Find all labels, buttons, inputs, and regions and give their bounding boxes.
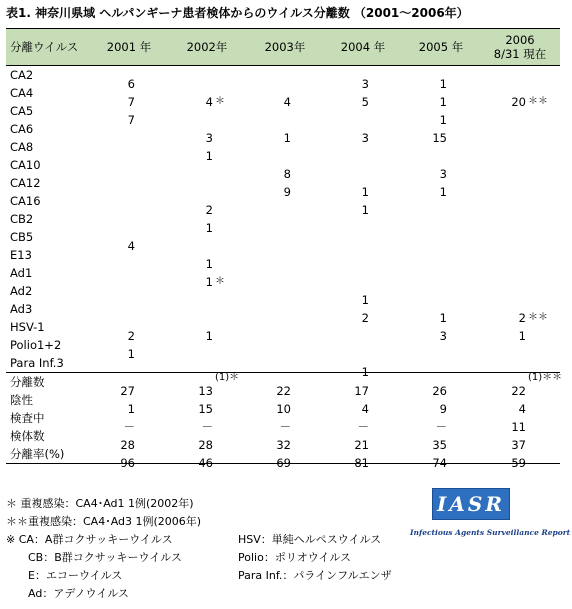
count-cell xyxy=(90,264,168,282)
double-infection-mark: ＊ xyxy=(215,96,225,107)
count-cell xyxy=(402,373,480,398)
iasr-logo xyxy=(410,488,571,546)
legend-e: E：エコーウイルス xyxy=(28,569,123,582)
count-cell xyxy=(246,246,324,264)
count-value: 28 xyxy=(120,438,135,452)
count-cell xyxy=(246,192,324,210)
count-value: 13 xyxy=(198,384,213,398)
count-value: 69 xyxy=(276,456,291,470)
virus-name: CA6 xyxy=(10,122,34,136)
count-value: － xyxy=(201,420,213,434)
double-infection-mark: (1)＊＊ xyxy=(528,372,563,383)
count-value: 1 xyxy=(361,365,369,379)
count-value: － xyxy=(279,420,291,434)
count-cell xyxy=(402,318,480,343)
count-value: 3 xyxy=(361,77,369,91)
count-cell xyxy=(402,282,480,300)
count-cell xyxy=(246,336,324,354)
count-value: 59 xyxy=(511,456,526,470)
virus-name: CA2 xyxy=(10,68,34,82)
count-cell xyxy=(480,427,560,452)
count-value: 81 xyxy=(354,456,369,470)
count-value: 4 xyxy=(205,95,213,109)
count-cell xyxy=(246,120,324,145)
footnote-double-infection-2006: ＊＊重複感染：CA4･Ad3 1例(2006年) xyxy=(6,515,202,528)
count-cell xyxy=(324,391,402,416)
count-cell xyxy=(402,409,480,434)
table-row xyxy=(6,246,560,264)
count-cell xyxy=(480,138,560,156)
count-cell xyxy=(402,246,480,264)
count-cell xyxy=(480,318,560,343)
count-value: 96 xyxy=(120,456,135,470)
table-row xyxy=(6,120,560,138)
iasr-logo-mark: IASR xyxy=(432,488,510,520)
count-cell xyxy=(402,84,480,109)
count-cell xyxy=(402,66,480,91)
count-cell xyxy=(90,282,168,300)
count-value: 5 xyxy=(361,95,369,109)
count-cell xyxy=(480,264,560,282)
virus-name: CA5 xyxy=(10,104,34,118)
header-year-2003: 2003年 xyxy=(246,29,324,66)
count-cell xyxy=(480,192,560,210)
table-row xyxy=(6,300,560,318)
count-cell xyxy=(402,336,480,354)
count-cell xyxy=(246,156,324,181)
count-cell xyxy=(168,264,246,289)
count-value: 11 xyxy=(511,420,526,434)
count-value: 1 xyxy=(127,347,135,361)
count-cell xyxy=(168,445,246,470)
count-cell xyxy=(402,427,480,452)
count-cell xyxy=(90,391,168,416)
count-value: 2 xyxy=(127,329,135,343)
count-cell xyxy=(168,120,246,145)
count-cell xyxy=(324,228,402,246)
count-cell xyxy=(324,282,402,307)
count-cell xyxy=(324,84,402,109)
count-cell xyxy=(90,174,168,192)
virus-name: CA16 xyxy=(10,194,41,208)
count-cell xyxy=(168,336,246,354)
count-value: 27 xyxy=(120,384,135,398)
count-cell xyxy=(90,246,168,264)
summary-row xyxy=(6,409,560,427)
count-value: 6 xyxy=(127,77,135,91)
count-cell xyxy=(246,300,324,318)
header-year-2006-line2: 8/31 現在 xyxy=(493,47,547,61)
count-cell xyxy=(90,354,168,373)
count-cell xyxy=(90,409,168,434)
count-value: 3 xyxy=(361,131,369,145)
count-cell xyxy=(402,228,480,246)
count-cell xyxy=(168,409,246,434)
legend-polio: Polio：ポリオウイルス xyxy=(238,551,352,564)
count-value: － xyxy=(357,420,369,434)
virus-name: CA10 xyxy=(10,158,41,172)
count-cell xyxy=(480,336,560,354)
count-cell xyxy=(168,174,246,192)
count-cell xyxy=(90,102,168,127)
count-cell xyxy=(90,300,168,318)
count-cell xyxy=(168,372,246,398)
count-cell xyxy=(480,246,560,264)
count-cell xyxy=(324,102,402,120)
count-cell xyxy=(168,138,246,163)
count-cell xyxy=(402,264,480,282)
count-value: 1 xyxy=(361,203,369,217)
count-value: 28 xyxy=(198,438,213,452)
count-cell xyxy=(402,174,480,199)
table-row xyxy=(6,336,560,354)
count-cell xyxy=(168,102,246,120)
table-row xyxy=(6,84,560,102)
count-cell xyxy=(90,120,168,138)
count-cell xyxy=(480,102,560,120)
count-value: 1 xyxy=(439,77,447,91)
count-cell xyxy=(90,373,168,398)
legend-hsv: HSV：単純ヘルペスウイルス xyxy=(238,533,382,546)
count-value: 46 xyxy=(198,456,213,470)
count-value: 8 xyxy=(283,167,291,181)
summary-label: 分離率(%) xyxy=(6,445,90,464)
count-value: 15 xyxy=(198,402,213,416)
count-cell xyxy=(480,210,560,228)
count-cell xyxy=(246,391,324,416)
count-cell xyxy=(168,391,246,416)
count-cell xyxy=(480,372,563,398)
count-value: － xyxy=(435,420,447,434)
count-value: 1 xyxy=(439,113,447,127)
count-value: 1 xyxy=(439,311,447,325)
virus-name: CB2 xyxy=(10,212,34,226)
count-cell xyxy=(402,156,480,181)
count-cell xyxy=(402,102,480,127)
count-cell xyxy=(324,264,402,282)
count-cell xyxy=(246,264,324,282)
count-value: 1 xyxy=(283,131,291,145)
legend-para-inf: Para Inf.：パラインフルエンザ xyxy=(238,569,392,582)
count-cell xyxy=(324,120,402,145)
count-cell xyxy=(168,84,246,109)
count-cell xyxy=(480,66,560,85)
virus-name: Para Inf.3 xyxy=(10,356,64,370)
header-row xyxy=(6,29,560,66)
double-infection-mark: (1)＊ xyxy=(215,372,240,383)
count-value: 21 xyxy=(354,438,369,452)
count-value: 1 xyxy=(205,329,213,343)
count-cell xyxy=(402,300,480,325)
count-cell xyxy=(402,192,480,210)
table-row xyxy=(6,354,560,373)
count-cell xyxy=(324,66,402,91)
count-cell xyxy=(90,210,168,228)
table-row xyxy=(6,174,560,192)
count-value: 1 xyxy=(205,149,213,163)
count-value: 74 xyxy=(432,456,447,470)
count-cell xyxy=(480,391,560,416)
count-cell xyxy=(402,138,480,156)
count-cell xyxy=(324,373,402,398)
count-value: 20 xyxy=(511,95,526,109)
table-row xyxy=(6,264,560,282)
virus-name: E13 xyxy=(10,248,32,262)
count-cell xyxy=(480,120,560,138)
count-cell xyxy=(90,427,168,452)
virus-name: HSV-1 xyxy=(10,320,45,334)
count-cell xyxy=(480,228,560,246)
count-value: 10 xyxy=(276,402,291,416)
count-cell xyxy=(246,174,324,199)
count-cell xyxy=(246,282,324,300)
summary-row xyxy=(6,391,560,409)
count-cell xyxy=(246,138,324,156)
count-cell xyxy=(168,210,246,235)
count-cell xyxy=(90,84,168,109)
table-row xyxy=(6,192,560,210)
count-cell xyxy=(246,445,324,470)
table-row xyxy=(6,210,560,228)
count-value: 4 xyxy=(518,402,526,416)
count-cell xyxy=(90,138,168,156)
count-cell xyxy=(480,282,560,300)
count-value: 9 xyxy=(439,402,447,416)
count-cell xyxy=(246,373,324,398)
count-cell xyxy=(168,228,246,246)
count-value: 2 xyxy=(361,311,369,325)
count-value: 35 xyxy=(432,438,447,452)
count-cell xyxy=(402,120,480,145)
count-cell xyxy=(324,445,402,470)
legend-ad: Ad：アデノウイルス xyxy=(28,587,129,600)
header-year-2001: 2001 年 xyxy=(90,29,168,66)
count-cell xyxy=(324,192,402,217)
table-row xyxy=(6,102,560,120)
count-value: 4 xyxy=(283,95,291,109)
count-cell xyxy=(168,300,246,318)
count-value: 9 xyxy=(283,185,291,199)
count-cell xyxy=(402,354,480,373)
summary-label: 検体数 xyxy=(10,429,45,443)
count-cell xyxy=(168,246,246,271)
legend-ca: ※ CA：A群コクサッキーウイルス xyxy=(6,533,173,546)
count-cell xyxy=(90,336,168,361)
count-cell xyxy=(168,318,246,343)
table-row xyxy=(6,66,560,85)
count-cell xyxy=(168,282,246,300)
count-cell xyxy=(246,84,324,109)
count-cell xyxy=(168,156,246,174)
count-cell xyxy=(402,445,480,470)
count-value: 1 xyxy=(361,293,369,307)
count-cell xyxy=(480,156,560,174)
count-cell xyxy=(324,409,402,434)
count-value: 1 xyxy=(205,221,213,235)
virus-name: Ad1 xyxy=(10,266,33,280)
count-value: 26 xyxy=(432,384,447,398)
count-cell xyxy=(324,300,402,325)
count-value: 17 xyxy=(354,384,369,398)
table-row xyxy=(6,228,560,246)
count-cell xyxy=(480,300,560,325)
count-value: 2 xyxy=(518,311,526,325)
count-cell xyxy=(480,174,560,192)
virus-name: CA4 xyxy=(10,86,34,100)
count-value: 3 xyxy=(205,131,213,145)
count-cell xyxy=(324,427,402,452)
virus-isolation-table xyxy=(6,28,563,470)
table-row xyxy=(6,138,560,156)
summary-label: 分離数 xyxy=(6,373,90,392)
virus-name: Ad2 xyxy=(10,284,33,298)
count-value: 1 xyxy=(439,95,447,109)
count-cell xyxy=(90,228,168,253)
count-cell xyxy=(402,210,480,228)
virus-name: Polio1+2 xyxy=(10,338,62,352)
count-value: 22 xyxy=(276,384,291,398)
count-value: － xyxy=(123,420,135,434)
count-value: 2 xyxy=(205,203,213,217)
count-cell xyxy=(90,318,168,343)
double-infection-mark: ＊＊ xyxy=(528,312,548,323)
count-value: 1 xyxy=(361,185,369,199)
count-cell xyxy=(324,318,402,336)
count-cell xyxy=(324,246,402,264)
table-row xyxy=(6,156,560,174)
header-year-2002: 2002年 xyxy=(168,29,246,66)
count-value: 22 xyxy=(511,384,526,398)
table-title: 表1. 神奈川県域 ヘルパンギーナ患者検体からのウイルス分離数 （2001～2006年） xyxy=(6,6,469,20)
count-value: 15 xyxy=(432,131,447,145)
count-cell xyxy=(480,445,560,470)
virus-name: CB5 xyxy=(10,230,34,244)
count-cell xyxy=(402,391,480,416)
count-cell xyxy=(90,192,168,210)
summary-label: 陰性 xyxy=(10,393,33,407)
count-cell xyxy=(324,354,402,379)
count-cell xyxy=(324,174,402,199)
summary-row xyxy=(6,445,560,464)
count-value: 1 xyxy=(518,329,526,343)
count-value: 1 xyxy=(205,275,213,289)
iasr-logo-subtitle: Infectious Agents Surveillance Report xyxy=(410,528,571,537)
count-cell xyxy=(324,138,402,156)
table-body xyxy=(6,66,563,470)
count-value: 4 xyxy=(361,402,369,416)
header-year-2006 xyxy=(480,29,560,66)
header-year-2004: 2004 年 xyxy=(324,29,402,66)
count-value: 3 xyxy=(439,329,447,343)
table-row xyxy=(6,318,560,336)
count-cell xyxy=(246,102,324,120)
count-cell xyxy=(90,66,168,91)
summary-row xyxy=(6,373,560,392)
summary-row xyxy=(6,427,560,445)
count-cell xyxy=(246,228,324,246)
count-cell xyxy=(324,336,402,354)
count-cell xyxy=(246,66,324,85)
header-virus-label: 分離ウイルス xyxy=(6,29,90,66)
count-cell xyxy=(90,156,168,174)
count-value: 32 xyxy=(276,438,291,452)
count-value: 1 xyxy=(205,257,213,271)
header-year-2005: 2005 年 xyxy=(402,29,480,66)
count-cell xyxy=(246,409,324,434)
count-value: 1 xyxy=(127,402,135,416)
double-infection-mark: ＊＊ xyxy=(528,96,548,107)
virus-name: Ad3 xyxy=(10,302,33,316)
count-cell xyxy=(480,409,560,434)
count-cell xyxy=(246,318,324,336)
footnote-double-infection-2002: ＊ 重複感染：CA4･Ad1 1例(2002年) xyxy=(6,497,194,510)
count-cell xyxy=(246,210,324,228)
table-row xyxy=(6,282,560,300)
count-value: 1 xyxy=(439,185,447,199)
legend-cb: CB：B群コクサッキーウイルス xyxy=(28,551,182,564)
count-cell xyxy=(246,354,324,373)
summary-label: 検査中 xyxy=(10,411,45,425)
count-cell xyxy=(324,156,402,174)
header-year-2006-line1: 2006 xyxy=(505,33,535,47)
count-value: 7 xyxy=(127,113,135,127)
double-infection-mark: ＊ xyxy=(215,276,225,287)
count-value: 4 xyxy=(127,239,135,253)
virus-name: CA12 xyxy=(10,176,41,190)
count-cell xyxy=(168,192,246,217)
count-cell xyxy=(480,84,560,109)
count-value: 37 xyxy=(511,438,526,452)
count-cell xyxy=(168,66,246,85)
count-cell xyxy=(90,445,168,470)
count-cell xyxy=(168,427,246,452)
virus-name: CA8 xyxy=(10,140,34,154)
count-value: 3 xyxy=(439,167,447,181)
count-value: 7 xyxy=(127,95,135,109)
count-cell xyxy=(246,427,324,452)
count-cell xyxy=(324,210,402,228)
